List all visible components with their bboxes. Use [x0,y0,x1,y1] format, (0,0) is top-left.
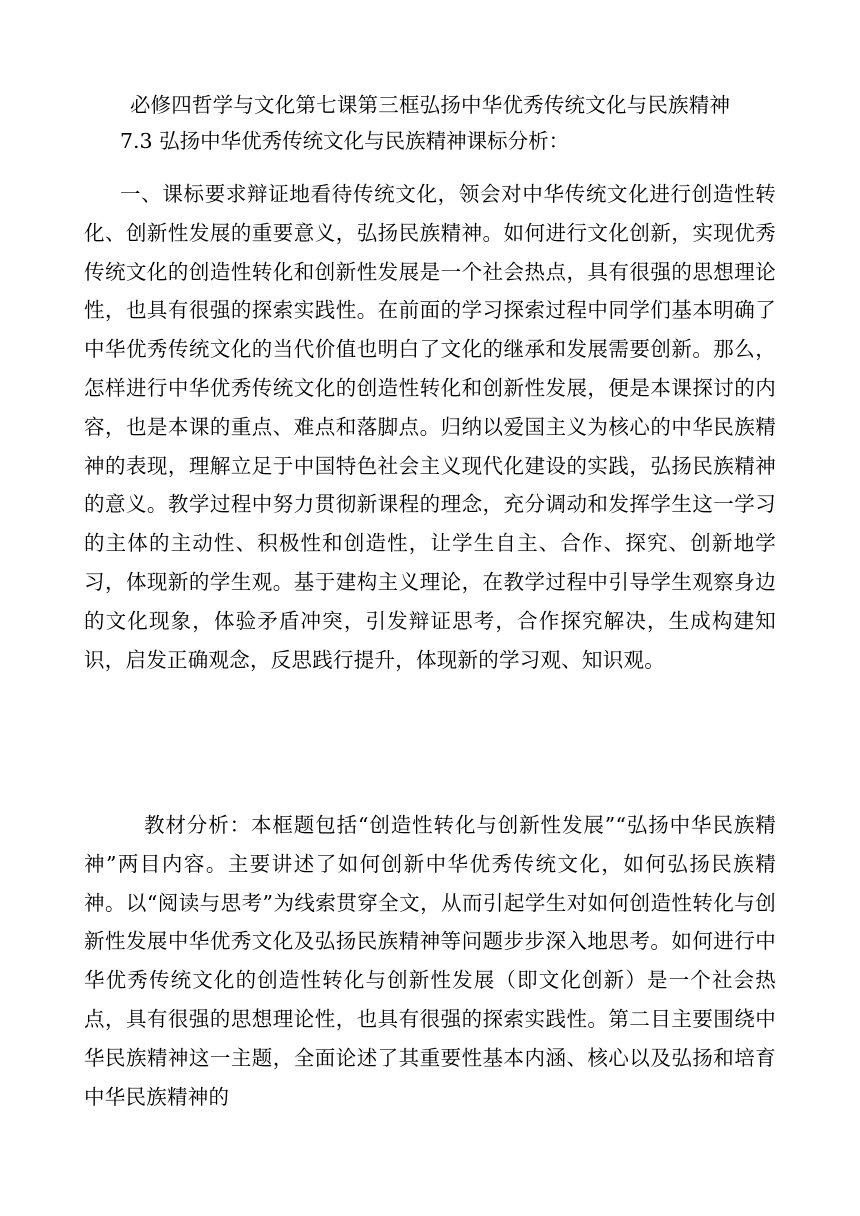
section-heading: 7.3 弘扬中华优秀传统文化与民族精神课标分析： [120,129,570,153]
document-title: 必修四哲学与文化第七课第三框弘扬中华优秀传统文化与民族精神 [129,93,731,117]
paragraph-textbook-analysis: 教材分析：本框题包括“创造性转化与创新性发展”“弘扬中华民族精神”两目内容。主要讲述了如何创新中华优秀传统文化，如何弘扬民族精神。以“阅读与思考”为线索贯穿全文，从而引起学生对如何创造性转化与创新性发展中华优秀文化及弘扬民族精神等问题步步深入地思考。如何进行中华优秀传统文化的创造性转化与创新性发展（即文化创新）是一个社会热点，具有很强的思想理论性，也具有很强的探索实践性。第二目主要围绕中华民族精神这一主题，全面论述了其重要性基本内涵、核心以及弘扬和培育中华民族精神的 [84,813,776,1109]
paragraph-curriculum-analysis: 一、课标要求辩证地看待传统文化，领会对中华传统文化进行创造性转化、创新性发展的重要意义，弘扬民族精神。如何进行文化创新，实现优秀传统文化的创造性转化和创新性发展是一个社会热点，具有很强的思想理论性，也具有很强的探索实践性。在前面的学习探索过程中同学们基本明确了中华优秀传统文化的当代价值也明白了文化的继承和发展需要创新。那么，怎样进行中华优秀传统文化的创造性转化和创新性发展，便是本课探讨的内容，也是本课的重点、难点和落脚点。归纳以爱国主义为核心的中华民族精神的表现，理解立足于中国特色社会主义现代化建设的实践，弘扬民族精神的意义。教学过程中努力贯彻新课程的理念，充分调动和发挥学生这一学习的主体的主动性、积极性和创造性，让学生自主、合作、探究、创新地学习，体现新的学生观。基于建构主义理论，在教学过程中引导学生观察身边的文化现象，体验矛盾冲突，引发辩证思考，合作探究解决，生成构建知识，启发正确观念，反思践行提升，体现新的学习观、知识观。 [84,182,776,672]
